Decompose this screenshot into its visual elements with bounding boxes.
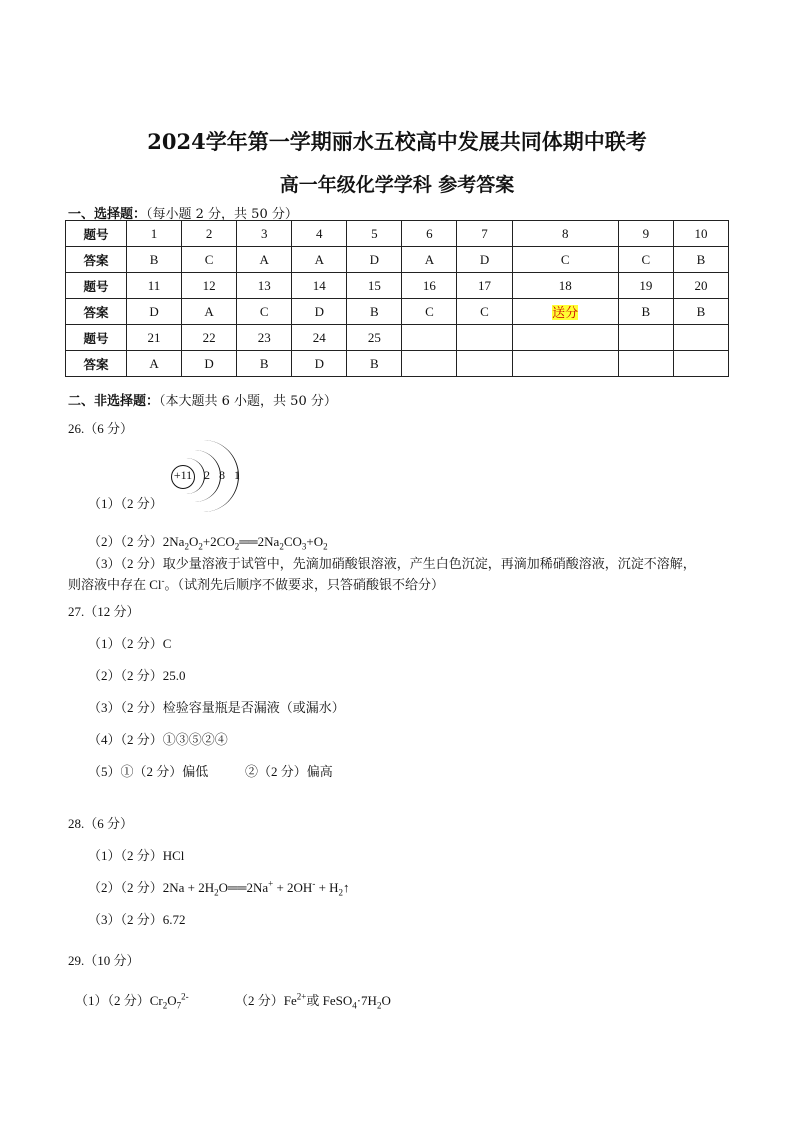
table-cell [292, 299, 347, 325]
q28-heading: 28.（6 分） [68, 816, 134, 831]
table-row [66, 351, 729, 377]
table-cell [457, 221, 512, 247]
q26-part1: （1）（2 分） [88, 496, 163, 511]
table-cell [127, 325, 182, 351]
table-cell [618, 221, 673, 247]
cell-value: C [641, 251, 651, 267]
table-cell [512, 273, 618, 299]
table-cell [237, 247, 292, 273]
cell-value: 19 [639, 277, 653, 293]
table-cell [127, 247, 182, 273]
q26-part2-label: （2）（2 分） [88, 534, 163, 549]
table-cell [618, 325, 673, 351]
table-cell [673, 247, 728, 273]
cell-value: B [696, 303, 706, 319]
page-title: 2024学年第一学期丽水五校高中发展共同体期中联考 [147, 129, 647, 154]
q27-part5-b: ②（2 分）偏高 [245, 764, 333, 779]
sulfate-subscript: 4 [352, 1000, 357, 1011]
cell-value: B [149, 251, 159, 267]
cell-value: C [425, 303, 434, 319]
cell-value: 11 [147, 277, 161, 293]
table-cell [457, 273, 512, 299]
table-cell [292, 325, 347, 351]
dichromate-formula: $Cr_2O_7^{2-}$ [149, 991, 189, 1011]
row-header: 答案 [66, 299, 127, 325]
cell-value: A [314, 251, 324, 267]
section2-heading [68, 390, 337, 409]
q26-heading: 26.（6 分） [68, 421, 134, 436]
q27-part2: （2）（2 分）25.0 [88, 668, 186, 683]
cell-value: C [480, 303, 489, 319]
table-row [66, 299, 729, 325]
table-cell [402, 247, 457, 273]
cell-value: 送分 [552, 305, 579, 320]
row-header: 题号 [66, 325, 127, 351]
cell-value: 12 [202, 277, 216, 293]
cell-value: B [696, 251, 706, 267]
cell-value: 16 [422, 277, 436, 293]
section2-note: （本大题共 6 小题，共 50 分） [159, 394, 337, 409]
q29-part1-a [75, 990, 189, 1011]
cell-value: 5 [371, 225, 378, 241]
cell-value: 13 [257, 277, 271, 293]
table-cell [347, 325, 402, 351]
cell-value: 8 [561, 225, 569, 241]
cell-value: A [259, 251, 269, 267]
table-cell [673, 273, 728, 299]
cell-value: B [259, 355, 269, 371]
q26-equation: $2Na_2O_2+2CO_2══2Na_2CO_3+O_2$ [162, 534, 328, 552]
q26-part3-line1: （3）（2 分）取少量溶液于试管中，先滴加硝酸银溶液，产生白色沉淀，再滴加稀硝酸溶液，沉淀不溶解， [88, 556, 696, 571]
cell-value: D [479, 251, 490, 267]
cell-value: A [204, 303, 214, 319]
cell-value: B [641, 303, 651, 319]
q27-part3: （3）（2 分）检验容量瓶是否漏液（或漏水） [88, 700, 345, 715]
cell-value: C [259, 303, 269, 319]
table-cell [673, 325, 728, 351]
cell-value: 21 [147, 329, 161, 345]
cell-value: 2 [205, 225, 213, 241]
q29-hydrate-text: ·7H [356, 993, 377, 1008]
page-subtitle: 高一年级化学学科 参考答案 [279, 174, 515, 196]
cell-value: 24 [312, 329, 326, 345]
table-cell [402, 351, 457, 377]
q29-or-text: 或 FeSO [306, 993, 353, 1008]
section2-label: 二、非选择题： [68, 394, 160, 409]
table-cell [673, 351, 728, 377]
table-cell [347, 351, 402, 377]
table-row [66, 273, 729, 299]
table-cell [182, 299, 237, 325]
cell-value: C [560, 251, 570, 267]
table-cell [182, 273, 237, 299]
table-cell [347, 221, 402, 247]
q26-part2 [88, 531, 328, 552]
table-cell [127, 273, 182, 299]
shell-3-count: 1 [234, 468, 240, 482]
q28-part2-label: （2）（2 分） [88, 880, 163, 895]
table-cell [347, 273, 402, 299]
cell-value: C [204, 251, 214, 267]
q26-part3-line2 [68, 574, 444, 593]
section1-note: （每小题 2 分，共 50 分） [146, 207, 298, 222]
table-cell [292, 247, 347, 273]
cell-value: 20 [694, 277, 708, 293]
table-cell [347, 299, 402, 325]
row-header: 题号 [66, 221, 127, 247]
table-cell [457, 351, 512, 377]
q28-part3: （3）（2 分）6.72 [88, 912, 186, 927]
table-cell [512, 221, 618, 247]
table-cell [618, 273, 673, 299]
cell-value: 10 [694, 225, 708, 241]
table-cell [237, 299, 292, 325]
table-cell [402, 325, 457, 351]
q27-part4: （4）（2 分）①③⑤②④ [88, 732, 228, 747]
shell-1-count: 2 [204, 468, 210, 482]
q29-part1b-label: （2 分） [235, 993, 284, 1008]
iron-ion-formula: $Fe^{2+}$ [283, 991, 307, 1008]
answer-table [65, 220, 729, 377]
cell-value: B [370, 303, 379, 319]
cell-value: A [424, 251, 435, 267]
q27-part1: （1）（2 分）C [88, 636, 172, 651]
table-cell [402, 273, 457, 299]
cell-value: B [370, 355, 379, 371]
table-cell [618, 299, 673, 325]
cell-value: D [314, 355, 324, 371]
table-cell [673, 221, 728, 247]
table-cell [512, 351, 618, 377]
table-cell [237, 221, 292, 247]
cell-value: D [369, 251, 380, 267]
section1-label: 一、选择题： [68, 207, 147, 222]
table-cell [402, 299, 457, 325]
q29-part1-label: （1）（2 分） [75, 993, 150, 1008]
table-cell [292, 351, 347, 377]
cell-value: 9 [642, 225, 650, 241]
table-row [66, 247, 729, 273]
q28-part2 [88, 877, 350, 898]
sodium-atom-diagram [160, 438, 260, 518]
q26-part3-text-a: 则溶液中存在 Cl [68, 577, 162, 592]
table-cell [347, 247, 402, 273]
table-row [66, 325, 729, 351]
table-cell [182, 247, 237, 273]
chloride-charge: - [161, 575, 165, 586]
cell-value: 25 [367, 329, 381, 345]
table-row [66, 221, 729, 247]
table-cell [182, 221, 237, 247]
table-cell [237, 351, 292, 377]
cell-value: 17 [478, 277, 491, 293]
cell-value: A [149, 355, 159, 371]
cell-value: 22 [202, 329, 216, 345]
table-cell [618, 247, 673, 273]
table-cell [182, 351, 237, 377]
cell-value: 7 [481, 225, 488, 241]
q29-part1-b [235, 990, 391, 1011]
q28-part1: （1）（2 分）HCl [88, 848, 185, 863]
cell-value: 6 [426, 225, 433, 241]
cell-value: D [149, 303, 159, 319]
table-cell [457, 325, 512, 351]
cell-value: D [204, 355, 214, 371]
cell-value: 15 [367, 277, 381, 293]
table-cell [127, 299, 182, 325]
table-cell [512, 299, 618, 325]
cell-value: 14 [312, 277, 326, 293]
table-cell [292, 273, 347, 299]
table-cell [457, 299, 512, 325]
table-cell [618, 351, 673, 377]
cell-value: 3 [260, 225, 268, 241]
row-header: 答案 [66, 247, 127, 273]
cell-value: 18 [558, 277, 572, 293]
water-o: O [381, 993, 391, 1008]
q27-heading: 27.（12 分） [68, 604, 140, 619]
table-cell [673, 299, 728, 325]
cell-value: D [314, 303, 324, 319]
q28-equation: $2Na + 2H_2O══2Na^+ + 2OH^-$ + $H_2↑$ [162, 878, 350, 898]
shell-2-count: 8 [219, 468, 225, 482]
table-cell [512, 247, 618, 273]
cell-value: 4 [316, 225, 323, 241]
table-cell [457, 247, 512, 273]
table-cell [127, 351, 182, 377]
table-cell [237, 273, 292, 299]
q29-heading: 29.（10 分） [68, 953, 140, 968]
water-subscript: 2 [376, 1000, 382, 1011]
nucleus-charge: +11 [173, 468, 193, 482]
q27-part5-a: （5）①（2 分）偏低 [88, 764, 209, 779]
table-cell [182, 325, 237, 351]
cell-value: 23 [257, 329, 271, 345]
table-cell [292, 221, 347, 247]
cell-value: 1 [150, 225, 158, 241]
table-cell [512, 325, 618, 351]
table-cell [127, 221, 182, 247]
table-cell [402, 221, 457, 247]
q26-part3-text-b: 。（试剂先后顺序不做要求，只答硝酸银不给分） [164, 577, 445, 592]
row-header: 答案 [66, 351, 127, 377]
table-cell [237, 325, 292, 351]
row-header: 题号 [66, 273, 127, 299]
